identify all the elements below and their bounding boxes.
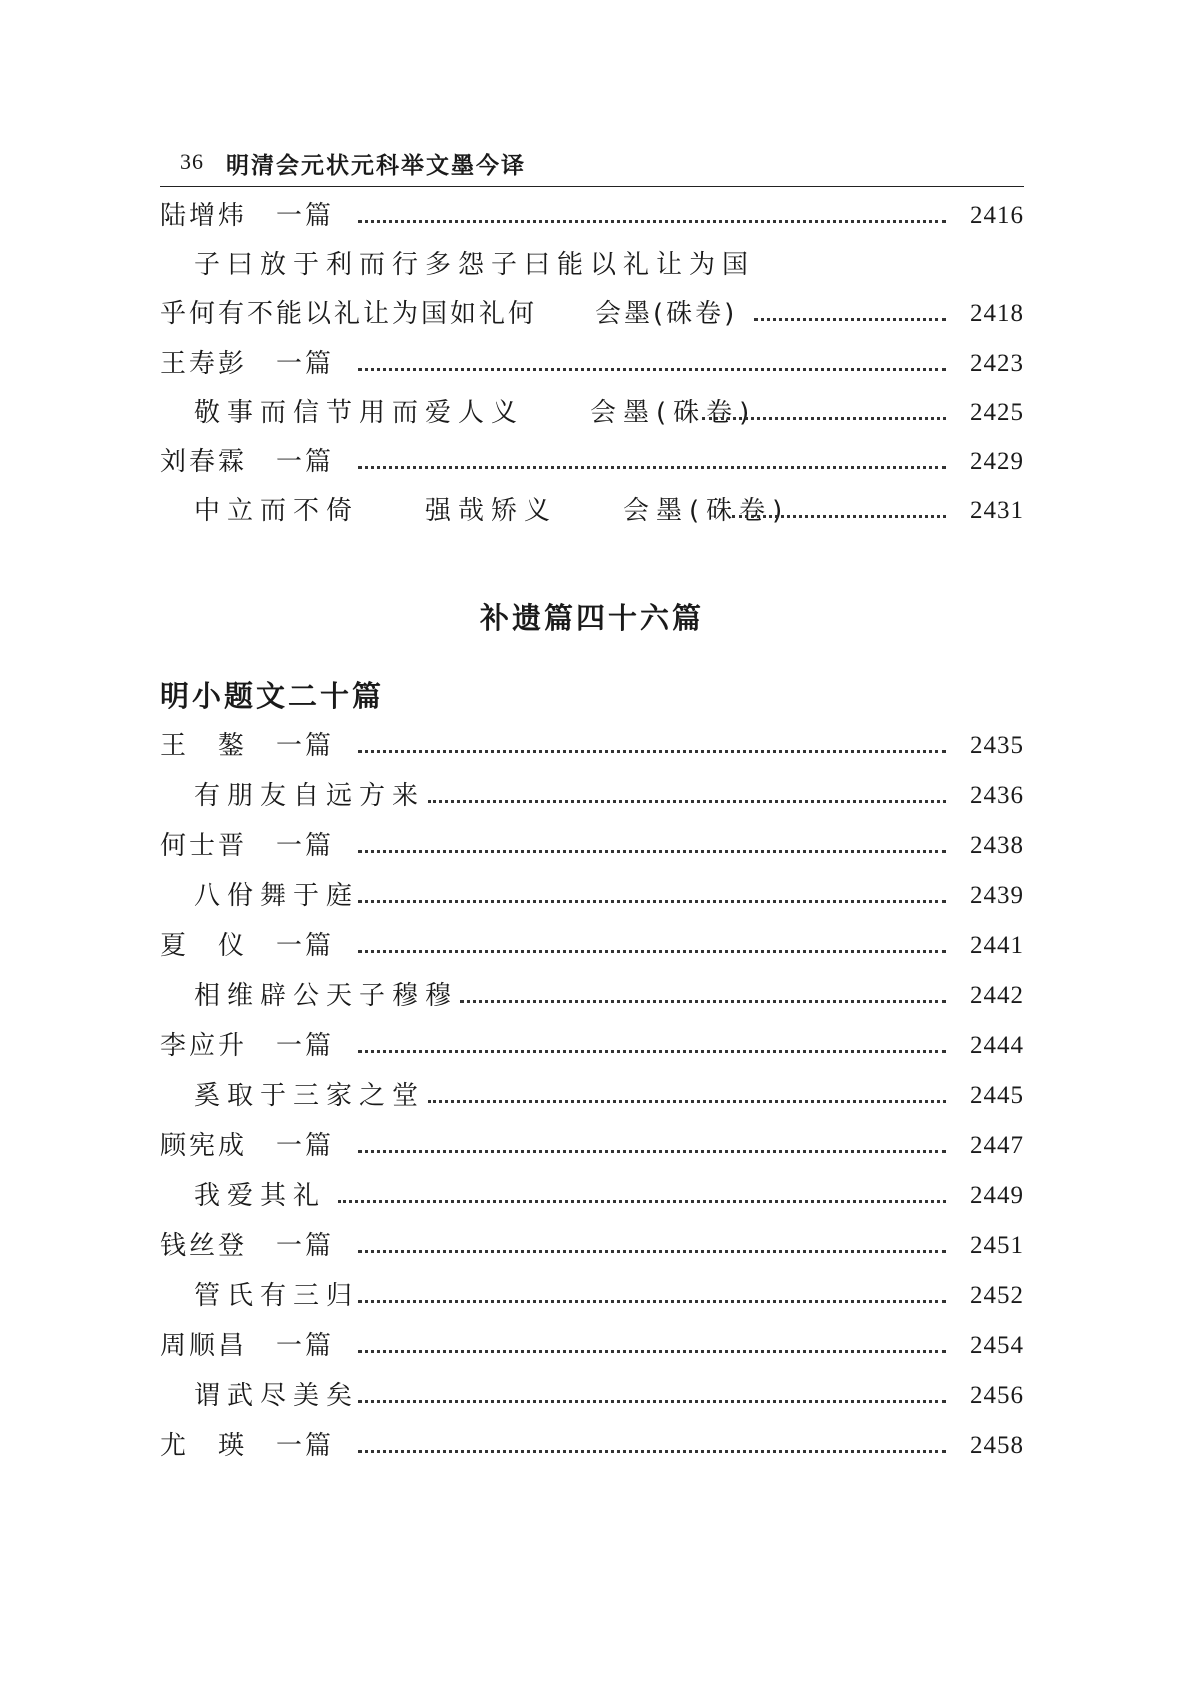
entry-title: 乎何有不能以礼让为国如礼何 会墨(硃卷) (160, 299, 738, 329)
toc-entry (160, 296, 1024, 332)
entry-page: 2423 (970, 350, 1024, 377)
toc-entry (160, 493, 1024, 529)
entry-page: 2416 (970, 202, 1024, 229)
entry-page: 2436 (970, 782, 1024, 809)
entry-title: 管氏有三归 (194, 1281, 360, 1311)
entry-title: 钱丝登 一篇 (160, 1231, 335, 1261)
leader-dots (428, 800, 946, 803)
entry-title: 顾宪成 一篇 (160, 1131, 335, 1161)
leader-dots (358, 1050, 946, 1053)
leader-dots (358, 850, 946, 853)
leader-dots (702, 417, 946, 420)
section-title: 补遗篇四十六篇 (479, 601, 704, 635)
entry-page: 2425 (970, 399, 1024, 426)
toc-entry (160, 828, 1024, 864)
entry-title: 何士晋 一篇 (160, 831, 335, 861)
entry-page: 2445 (970, 1082, 1024, 1109)
page-number: 36 (180, 149, 204, 174)
entry-title: 相维辟公天子穆穆 (194, 981, 459, 1011)
entry-page: 2442 (970, 982, 1024, 1009)
subsection-title: 明小题文二十篇 (160, 679, 385, 713)
entry-title: 刘春霖 一篇 (160, 447, 335, 477)
entry-title: 王寿彭 一篇 (160, 349, 335, 379)
toc-entry (160, 1128, 1024, 1164)
toc-entry (160, 1028, 1024, 1064)
leader-dots (358, 950, 946, 953)
leader-dots (358, 1350, 946, 1353)
leader-dots (754, 318, 946, 321)
toc-entry (160, 728, 1024, 764)
leader-dots (338, 1200, 946, 1203)
entry-page: 2418 (970, 300, 1024, 327)
entry-title: 中立而不倚 强哉矫义 会墨(硃卷) (194, 496, 790, 526)
entry-title: 谓武尽美矣 (194, 1381, 360, 1411)
book-title: 明清会元状元科举文墨今译 (226, 153, 526, 179)
toc-entry (160, 1228, 1024, 1264)
entry-title: 我爱其礼 (194, 1181, 327, 1211)
entry-page: 2458 (970, 1432, 1024, 1459)
toc-entry (160, 928, 1024, 964)
entry-title: 有朋友自远方来 (194, 781, 426, 811)
leader-dots (358, 1150, 946, 1153)
entry-title: 八佾舞于庭 (194, 881, 360, 911)
toc-entry (160, 247, 1024, 283)
leader-dots (428, 1100, 946, 1103)
leader-dots (358, 1300, 946, 1303)
entry-page: 2454 (970, 1332, 1024, 1359)
entry-page: 2435 (970, 732, 1024, 759)
entry-page: 2452 (970, 1282, 1024, 1309)
leader-dots (358, 220, 946, 223)
entry-page: 2444 (970, 1032, 1024, 1059)
entry-title: 夏 仪 一篇 (160, 931, 335, 961)
toc-entry (160, 1328, 1024, 1364)
toc-entry (160, 198, 1024, 234)
leader-dots (358, 1400, 946, 1403)
entry-page: 2447 (970, 1132, 1024, 1159)
leader-dots (358, 466, 946, 469)
leader-dots (732, 515, 946, 518)
leader-dots (358, 368, 946, 371)
entry-title: 敬事而信节用而爱人义 会墨(硃卷) (194, 398, 757, 428)
entry-title: 王 鏊 一篇 (160, 731, 335, 761)
entry-page: 2441 (970, 932, 1024, 959)
leader-dots (460, 1000, 946, 1003)
leader-dots (358, 900, 946, 903)
toc-entry (160, 1178, 1024, 1214)
entry-page: 2439 (970, 882, 1024, 909)
toc-entry (160, 1278, 1024, 1314)
entry-title: 周顺昌 一篇 (160, 1331, 335, 1361)
header-rule (160, 186, 1024, 187)
toc-entry (160, 1078, 1024, 1114)
toc-entry (160, 1428, 1024, 1464)
toc-entry (160, 778, 1024, 814)
entry-page: 2431 (970, 497, 1024, 524)
toc-entry (160, 346, 1024, 382)
leader-dots (358, 1450, 946, 1453)
entry-page: 2449 (970, 1182, 1024, 1209)
entry-title: 子曰放于利而行多怨子曰能以礼让为国 (194, 250, 756, 280)
entry-title: 李应升 一篇 (160, 1031, 335, 1061)
toc-entry (160, 395, 1024, 431)
entry-page: 2456 (970, 1382, 1024, 1409)
leader-dots (358, 750, 946, 753)
entry-page: 2438 (970, 832, 1024, 859)
entry-page: 2451 (970, 1232, 1024, 1259)
entry-title: 奚取于三家之堂 (194, 1081, 426, 1111)
running-header (160, 143, 1024, 179)
entry-title: 尤 瑛 一篇 (160, 1431, 335, 1461)
toc-entry (160, 978, 1024, 1014)
toc-entry (160, 444, 1024, 480)
leader-dots (358, 1250, 946, 1253)
entry-title: 陆增炜 一篇 (160, 201, 335, 231)
toc-entry (160, 1378, 1024, 1414)
entry-page: 2429 (970, 448, 1024, 475)
toc-entry (160, 878, 1024, 914)
